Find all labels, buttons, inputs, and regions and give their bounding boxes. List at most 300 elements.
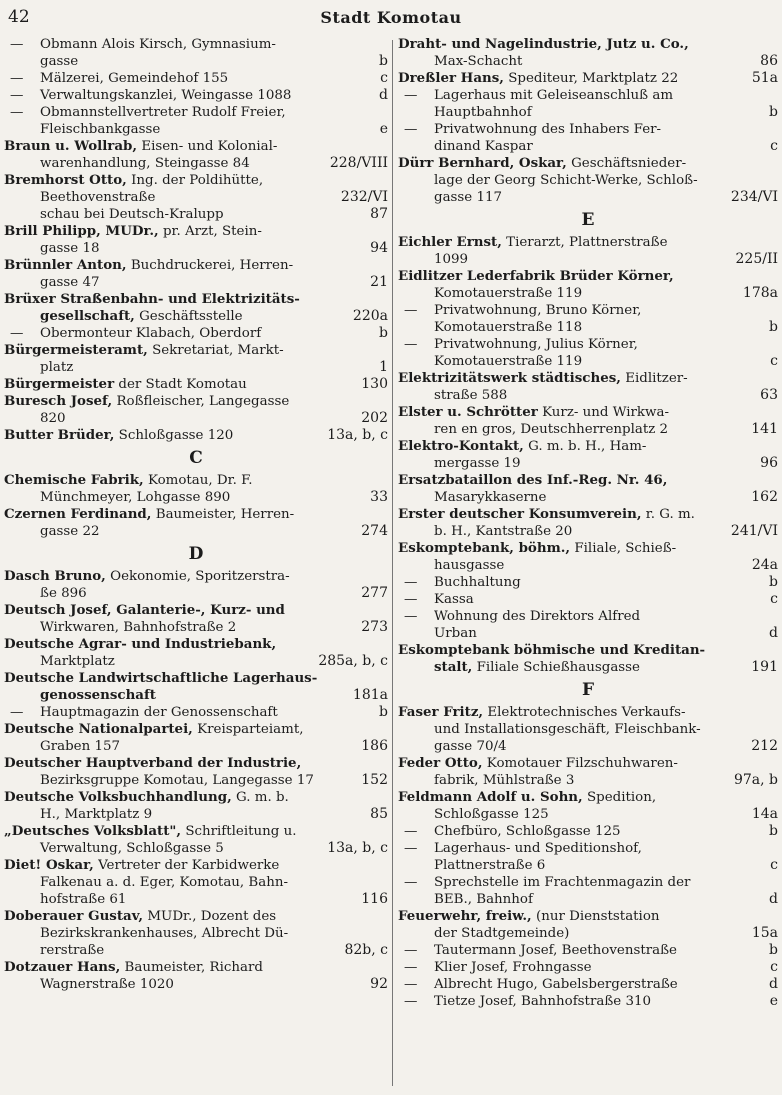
entry-text [398, 891, 763, 908]
entry-name: Elster u. Schrötter [398, 404, 538, 420]
entry-text [4, 121, 374, 138]
entry-continuation [398, 772, 778, 789]
entry-description: Filiale, Schieß- [574, 541, 677, 556]
entry-text [398, 353, 764, 370]
entry-description: gasse 47 [40, 275, 100, 290]
entry-description: Wohnung des Direktors Alfred [434, 609, 641, 624]
entry-text [398, 959, 764, 976]
entry-name: Dürr Bernhard, Oskar, [398, 155, 567, 171]
section-letter: F [581, 680, 595, 700]
entry-continuation [398, 489, 778, 506]
entry-text [398, 772, 728, 789]
entry-description: Falkenau a. d. Eger, Komotau, Bahn- [40, 875, 289, 890]
directory-entry [398, 234, 778, 251]
entry-description: Schloßgasse 125 [434, 807, 549, 822]
directory-entry [4, 257, 388, 274]
entry-description: Komotauerstraße 119 [434, 286, 583, 301]
entry-description: Fleischbankgasse [40, 122, 161, 137]
sub-entry [4, 104, 388, 121]
entry-name: Eskomptebank, böhm., [398, 540, 571, 556]
entry-text [398, 704, 778, 721]
entry-continuation [4, 206, 388, 223]
phone-number: 220a [352, 308, 388, 324]
phone-number: 162 [751, 489, 778, 505]
phone-number: e [379, 121, 388, 137]
column-divider [392, 40, 393, 1086]
entry-name: Draht- und Nagelindustrie, Jutz u. Co., [398, 36, 689, 52]
entry-text [4, 891, 355, 908]
entry-name: Feuerwehr, freiw., [398, 908, 532, 924]
entry-text [398, 908, 778, 925]
entry-text [398, 840, 778, 857]
entry-description: der Stadtgemeinde) [434, 926, 570, 941]
entry-text [4, 806, 364, 823]
directory-entry [4, 670, 388, 687]
entry-text [398, 53, 754, 70]
entry-text [4, 874, 388, 891]
entry-text [398, 976, 763, 993]
entry-name: Feder Otto, [398, 755, 483, 771]
entry-description: Tietze Josef, Bahnhofstraße 310 [434, 994, 652, 1009]
entry-description: gasse 22 [40, 524, 100, 539]
directory-entry [4, 636, 388, 653]
phone-number: 186 [361, 738, 388, 754]
entry-name: Buresch Josef, [4, 393, 113, 409]
directory-entry [398, 370, 778, 387]
phone-number: c [770, 857, 778, 873]
entry-description: Sprechstelle im Frachtenmagazin der [434, 875, 691, 890]
entry-name: stalt, [434, 659, 473, 675]
sub-entry [398, 591, 778, 608]
sub-entry [398, 302, 778, 319]
entry-description: Komotauerstraße 119 [434, 354, 583, 369]
phone-number: 228/VIII [329, 155, 388, 171]
phone-number: 63 [760, 387, 778, 403]
entry-continuation [398, 189, 778, 206]
entry-continuation [398, 659, 778, 676]
entry-text [4, 53, 373, 70]
entry-name: Deutsche Volksbuchhandlung, [4, 789, 232, 805]
entry-description: Oekonomie, Sporitzerstra- [110, 569, 290, 584]
entry-text [398, 472, 778, 489]
entry-continuation [4, 53, 388, 70]
entry-text [398, 189, 725, 206]
phone-number: d [379, 87, 388, 103]
entry-name: Brüxer Straßenbahn- und Elektrizitäts- [4, 291, 300, 307]
entry-text [4, 959, 388, 976]
entry-description: Tautermann Josef, Beethovenstraße [434, 943, 677, 958]
entry-name: Erster deutscher Konsumverein, [398, 506, 642, 522]
entry-description: der Stadt Komotau [118, 377, 247, 392]
sub-entry [4, 36, 388, 53]
entry-description: Komotau, Dr. F. [147, 473, 253, 488]
entry-name: Diet! Oskar, [4, 857, 94, 873]
running-title: Stadt Komotau [320, 8, 462, 27]
phone-number: 33 [370, 489, 388, 505]
phone-number: 24a [751, 557, 778, 573]
entry-text [398, 942, 763, 959]
entry-text [4, 189, 335, 206]
entry-name: Eskomptebank böhmische und Kreditan- [398, 642, 706, 658]
phone-number: 92 [370, 976, 388, 992]
phone-number: 14a [751, 806, 778, 822]
entry-text [398, 336, 778, 353]
entry-text [398, 121, 778, 138]
directory-entry [398, 755, 778, 772]
page-header [0, 0, 782, 34]
entry-text [398, 404, 778, 421]
directory-entry [4, 291, 388, 308]
directory-entry [398, 70, 778, 87]
entry-description: Geschäftsnieder- [571, 156, 687, 171]
entry-text [398, 506, 778, 523]
entry-continuation [398, 557, 778, 574]
phone-number: 152 [361, 772, 388, 788]
entry-continuation [398, 806, 778, 823]
phone-number: 86 [760, 53, 778, 69]
entry-description: (nur Dienststation [535, 909, 660, 924]
entry-text [4, 670, 388, 687]
entry-text [4, 104, 388, 121]
sub-entry [398, 608, 778, 625]
directory-entry [4, 755, 388, 772]
entry-text [398, 302, 778, 319]
entry-continuation [4, 840, 388, 857]
directory-entry [398, 472, 778, 489]
sub-entry [398, 874, 778, 891]
entry-description: Plattnerstraße 6 [434, 858, 546, 873]
phone-number: b [769, 319, 778, 335]
entry-description: Kreisparteiamt, [197, 722, 304, 737]
phone-number: 202 [361, 410, 388, 426]
sub-entry [4, 325, 388, 342]
entry-continuation [4, 308, 388, 325]
entry-description: Wagnerstraße 1020 [40, 977, 174, 992]
entry-name: gesellschaft, [40, 308, 135, 324]
directory-entry [398, 438, 778, 455]
entry-description: Mälzerei, Gemeindehof 155 [40, 71, 229, 86]
entry-text [4, 942, 338, 959]
phone-number: b [379, 325, 388, 341]
entry-description: G. m. b. H., Ham- [528, 439, 647, 454]
entry-text [4, 908, 388, 925]
entry-text [398, 721, 778, 738]
entry-description: b. H., Kantstraße 20 [434, 524, 573, 539]
entry-description: G. m. b. [236, 790, 289, 805]
phone-number: 273 [361, 619, 388, 635]
entry-continuation [4, 585, 388, 602]
phone-number: 181a [352, 687, 388, 703]
entry-name: Czernen Ferdinand, [4, 506, 152, 522]
phone-number: 241/VI [730, 523, 778, 539]
entry-continuation [4, 155, 388, 172]
phone-number: e [769, 993, 778, 1009]
entry-continuation [398, 104, 778, 121]
entry-description: Kurz- und Wirkwa- [542, 405, 670, 420]
phone-number: 232/VI [340, 189, 388, 205]
phone-number: 234/VI [730, 189, 778, 205]
right-column [398, 36, 778, 1088]
entry-description: Obmann Alois Kirsch, Gymnasium- [40, 37, 276, 52]
entry-text [4, 36, 388, 53]
entry-name: Butter Brüder, [4, 427, 115, 443]
sub-entry [398, 959, 778, 976]
entry-text [398, 104, 763, 121]
entry-description: Bezirksgruppe Komotau, Langegasse 17 [40, 773, 314, 788]
entry-description: schau bei Deutsch-Kralupp [40, 207, 224, 222]
entry-text [398, 319, 763, 336]
entry-text [4, 472, 388, 489]
phone-number: 116 [361, 891, 388, 907]
phone-number: 285a, b, c [318, 653, 388, 669]
entry-name: Dreßler Hans, [398, 70, 504, 86]
entry-text [398, 540, 778, 557]
directory-entry [4, 506, 388, 523]
phone-number: 191 [751, 659, 778, 675]
entry-text [4, 976, 364, 993]
phone-number: 15a [751, 925, 778, 941]
entry-description: mergasse 19 [434, 456, 521, 471]
phone-number: 1 [379, 359, 388, 375]
directory-entry [4, 138, 388, 155]
entry-continuation [4, 274, 388, 291]
entry-text [4, 223, 388, 240]
phone-number: 94 [370, 240, 388, 256]
entry-continuation [398, 172, 778, 189]
entry-text [4, 506, 388, 523]
entry-description: Lagerhaus mit Geleiseanschluß am [434, 88, 674, 103]
entry-text [4, 206, 364, 223]
entry-description: Roßfleischer, Langegasse [116, 394, 290, 409]
entry-continuation [4, 874, 388, 891]
directory-entry [398, 268, 778, 285]
entry-name: genossenschaft [40, 687, 156, 703]
phone-number: b [769, 574, 778, 590]
entry-text [4, 257, 388, 274]
entry-text [398, 438, 778, 455]
entry-text [4, 410, 355, 427]
entry-name: Deutsche Landwirtschaftliche Lagerhaus- [4, 670, 318, 686]
entry-description: Max-Schacht [434, 54, 523, 69]
entry-name: Dasch Bruno, [4, 568, 106, 584]
entry-description: Vertreter der Karbidwerke [98, 858, 280, 873]
entry-name: Brünnler Anton, [4, 257, 127, 273]
entry-text [4, 489, 364, 506]
entry-text [398, 70, 746, 87]
directory-entry [4, 857, 388, 874]
entry-text [4, 857, 388, 874]
entry-continuation [4, 619, 388, 636]
entry-name: Ersatzbataillon des Inf.-Reg. Nr. 46, [398, 472, 668, 488]
entry-text [398, 523, 725, 540]
entry-continuation [398, 625, 778, 642]
entry-text [398, 87, 778, 104]
entry-description: Elektrotechnisches Verkaufs- [487, 705, 686, 720]
phone-number: d [769, 891, 778, 907]
entry-description: gasse 117 [434, 190, 503, 205]
entry-description: MUDr., Dozent des [147, 909, 277, 924]
phone-number: 13a, b, c [327, 840, 388, 856]
entry-continuation [398, 319, 778, 336]
entry-continuation [4, 523, 388, 540]
sub-entry [398, 840, 778, 857]
entry-text [4, 738, 355, 755]
entry-text [398, 268, 778, 285]
entry-name: Bürgermeister [4, 376, 115, 392]
phone-number: 87 [370, 206, 388, 222]
entry-text [398, 36, 778, 53]
entry-description: rerstraße [40, 943, 105, 958]
entry-text [4, 568, 388, 585]
entry-description: Eisen- und Kolonial- [141, 139, 278, 154]
entry-description: Privatwohnung, Julius Körner, [434, 337, 638, 352]
phone-number: b [379, 704, 388, 720]
entry-text [398, 489, 745, 506]
sub-entry [398, 942, 778, 959]
phone-number: 141 [751, 421, 778, 437]
entry-continuation [4, 489, 388, 506]
phone-number: c [770, 353, 778, 369]
entry-text [398, 625, 763, 642]
phone-number: c [770, 591, 778, 607]
entry-text [4, 523, 355, 540]
entry-text [398, 591, 764, 608]
directory-entry [4, 568, 388, 585]
entry-description: Privatwohnung des Inhabers Fer- [434, 122, 662, 137]
entry-text [4, 138, 388, 155]
entry-description: Klier Josef, Frohngasse [434, 960, 592, 975]
entry-text [4, 359, 373, 376]
entry-continuation [4, 806, 388, 823]
entry-continuation [4, 687, 388, 704]
directory-entry [398, 908, 778, 925]
entry-description: Bezirkskrankenhauses, Albrecht Dü- [40, 926, 289, 941]
entry-text [398, 138, 764, 155]
phone-number: 51a [751, 70, 778, 86]
phone-number: c [770, 959, 778, 975]
entry-description: ren en gros, Deutschherrenplatz 2 [434, 422, 669, 437]
entry-name: Dotzauer Hans, [4, 959, 121, 975]
entry-description: lage der Georg Schicht-Werke, Schloß- [434, 173, 698, 188]
phone-number: 85 [370, 806, 388, 822]
entry-description: Chefbüro, Schloßgasse 125 [434, 824, 621, 839]
entry-continuation [398, 387, 778, 404]
entry-text [4, 602, 388, 619]
entry-text [398, 925, 746, 942]
phone-number: c [770, 138, 778, 154]
entry-continuation [398, 138, 778, 155]
directory-entry [4, 172, 388, 189]
entry-description: Wirkwaren, Bahnhofstraße 2 [40, 620, 237, 635]
entry-description: H., Marktplatz 9 [40, 807, 153, 822]
entry-text [4, 721, 388, 738]
entry-text [398, 642, 778, 659]
entry-text [4, 772, 355, 789]
entry-text [398, 387, 754, 404]
entry-text [4, 823, 388, 840]
entry-text [398, 993, 764, 1010]
entry-name: Brill Philipp, MUDr., [4, 223, 159, 239]
entry-description: Spedition, [586, 790, 657, 805]
entry-description: Eidlitzer- [625, 371, 688, 386]
entry-text [4, 274, 364, 291]
entry-description: hausgasse [434, 558, 505, 573]
entry-description: Albrecht Hugo, Gabelsbergerstraße [434, 977, 678, 992]
entry-description: Kassa [434, 592, 474, 607]
entry-text [4, 636, 388, 653]
entry-text [398, 738, 745, 755]
directory-entry [4, 393, 388, 410]
entry-continuation [4, 772, 388, 789]
entry-description: gasse 18 [40, 241, 100, 256]
phone-number: 274 [361, 523, 388, 539]
entry-text [398, 789, 778, 806]
entry-continuation [4, 653, 388, 670]
entry-text [4, 789, 388, 806]
entry-name: Chemische Fabrik, [4, 472, 144, 488]
entry-description: Privatwohnung, Bruno Körner, [434, 303, 642, 318]
entry-description: Sekretariat, Markt- [152, 343, 284, 358]
phone-number: d [769, 976, 778, 992]
sub-entry [4, 87, 388, 104]
entry-text [4, 70, 374, 87]
entry-text [4, 687, 347, 704]
directory-entry [4, 959, 388, 976]
entry-text [398, 251, 730, 268]
directory-entry [398, 506, 778, 523]
entry-continuation [4, 942, 388, 959]
directory-entry [398, 540, 778, 557]
section-letter: D [188, 544, 204, 564]
directory-entry [4, 908, 388, 925]
directory-entry [398, 789, 778, 806]
directory-entry [4, 223, 388, 240]
entry-description: Urban [434, 626, 477, 641]
entry-text [398, 806, 746, 823]
entry-text [398, 823, 763, 840]
entry-text [398, 557, 746, 574]
entry-description: Hauptmagazin der Genossenschaft [40, 705, 278, 720]
sub-entry [398, 823, 778, 840]
phone-number: 21 [370, 274, 388, 290]
entry-description: gasse [40, 54, 79, 69]
phone-number: b [379, 53, 388, 69]
entry-continuation [4, 240, 388, 257]
section-letter: E [581, 210, 595, 230]
entry-description: Komotauer Filzschuhwaren- [486, 756, 678, 771]
entry-name: Feldmann Adolf u. Sohn, [398, 789, 583, 805]
phone-number: b [769, 823, 778, 839]
phone-number: d [769, 625, 778, 641]
entry-description: BEB., Bahnhof [434, 892, 533, 907]
entry-continuation [398, 891, 778, 908]
directory-entry [4, 472, 388, 489]
entry-description: Graben 157 [40, 739, 121, 754]
entry-continuation [398, 857, 778, 874]
sub-entry [4, 70, 388, 87]
entry-description: fabrik, Mühlstraße 3 [434, 773, 575, 788]
entry-continuation [4, 976, 388, 993]
entry-text [4, 393, 388, 410]
phone-number: 277 [361, 585, 388, 601]
entry-description: Filiale Schießhausgasse [476, 660, 640, 675]
phone-number: 97a, b [733, 772, 778, 788]
left-column [4, 36, 388, 1088]
entry-description: warenhandlung, Steingasse 84 [40, 156, 250, 171]
entry-name: Bürgermeisteramt, [4, 342, 148, 358]
entry-description: ße 896 [40, 586, 87, 601]
directory-entry [4, 602, 388, 619]
